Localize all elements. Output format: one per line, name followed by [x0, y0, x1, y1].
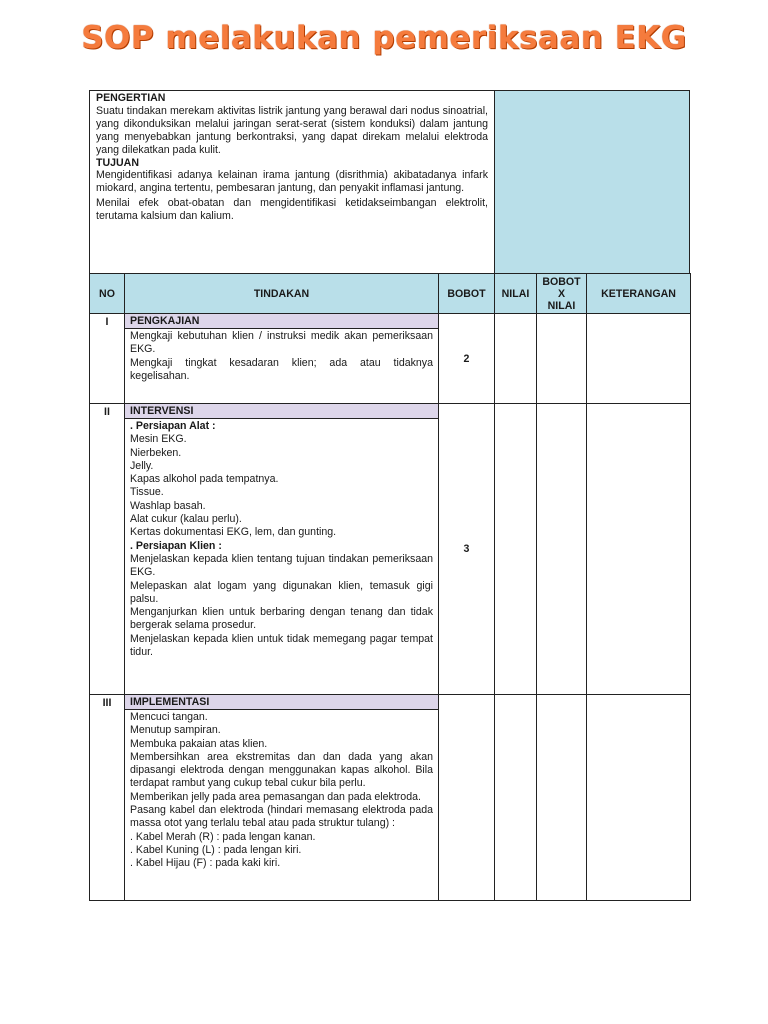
header-bxn-line: X — [557, 287, 566, 300]
list-item: Kapas alkohol pada tempatnya. — [130, 473, 279, 486]
tujuan-heading: TUJUAN — [96, 156, 139, 169]
row-nilai — [495, 695, 537, 901]
header-bxn-line: BOBOT — [542, 275, 581, 288]
section-body — [125, 419, 438, 659]
pengertian-text: Suatu tindakan merekam aktivitas listrik jantung yang berawal dari nodus sinoatrial, yang dikonduksikan melalui jaringan serat-serat (sistem konduksi) dalam jantung yang menyebabkan jantung berkontraksi, yang dapat direkam melalui elektroda yang dilekatkan pada kulit. — [96, 104, 488, 156]
table-row-intervensi — [90, 404, 691, 695]
row-bobot-x-nilai — [537, 404, 587, 695]
list-item: Mesin EKG. — [130, 433, 187, 446]
header-nilai: NILAI — [495, 274, 537, 314]
list-item: Menganjurkan klien untuk berbaring dengan tenang dan tidak bergerak selama prosedur. — [130, 606, 433, 632]
header-keterangan: KETERANGAN — [587, 274, 691, 314]
list-item: Mengkaji kebutuhan klien / instruksi medik akan pemeriksaan EKG. — [130, 330, 433, 356]
list-item: . Kabel Kuning (L) : pada lengan kiri. — [130, 843, 302, 856]
table-header-row — [90, 274, 691, 314]
list-item: Menjelaskan kepada klien untuk tidak memegang pagar tempat tidur. — [130, 632, 433, 659]
tujuan-item: Mengidentifikasi adanya kelainan irama jantung (disrithmia) akibatadanya infark miokard, angina tertentu, pembesaran jantung, dan penyakit inflamasi jantung. — [96, 169, 488, 195]
document-title: SOP melakukan pemeriksaan EKG — [81, 20, 687, 56]
row-nilai — [495, 404, 537, 695]
list-item: Pasang kabel dan elektroda (hindari memasang elektroda pada massa otot yang terlalu tebal atau pada struktur tulang) : — [130, 804, 433, 830]
row-nilai — [495, 314, 537, 404]
row-bobot — [439, 695, 495, 901]
table-row-pengkajian — [90, 314, 691, 404]
section-body — [125, 710, 438, 871]
section-body — [125, 329, 438, 383]
list-item: Menutup sampiran. — [130, 724, 221, 737]
section-heading: IMPLEMENTASI — [125, 695, 438, 710]
subsection-label: Persiapan Alat : — [135, 420, 216, 432]
list-item: Menjelaskan kepada klien tentang tujuan tindakan pemeriksaan EKG. — [130, 552, 433, 579]
pengertian-heading: PENGERTIAN — [96, 92, 166, 104]
list-item: Melepaskan alat logam yang digunakan klien, temasuk gigi palsu. — [130, 579, 433, 605]
list-item: Alat cukur (kalau perlu). — [130, 513, 242, 526]
section-heading: PENGKAJIAN — [125, 314, 438, 329]
header-bobot: BOBOT — [439, 274, 495, 314]
row-keterangan — [587, 404, 691, 695]
row-tindakan — [125, 695, 439, 901]
row-no: III — [90, 695, 125, 901]
header-no: NO — [90, 274, 125, 314]
list-item: Jelly. — [130, 459, 154, 472]
subsection-label: Persiapan Klien : — [135, 539, 222, 552]
table-row-implementasi — [90, 695, 691, 901]
intro-box — [89, 90, 690, 274]
list-item: Mengkaji tingkat kesadaran klien; ada atau tidaknya kegelisahan. — [130, 356, 433, 382]
section-heading: INTERVENSI — [125, 404, 438, 419]
list-item: Tissue. — [130, 486, 164, 499]
list-item: . Kabel Merah (R) : pada lengan kanan. — [130, 830, 316, 843]
row-bobot-x-nilai — [537, 695, 587, 901]
row-no: I — [90, 314, 125, 404]
row-keterangan — [587, 695, 691, 901]
list-item: Membuka pakaian atas klien. — [130, 737, 268, 750]
row-bobot: 2 — [439, 314, 495, 404]
row-bobot: 3 — [439, 404, 495, 695]
row-no: II — [90, 404, 125, 695]
header-bobot-x-nilai — [537, 274, 587, 314]
row-keterangan — [587, 314, 691, 404]
subsection-heading: . Persiapan Alat : — [130, 420, 216, 432]
header-bxn-line: NILAI — [547, 299, 576, 312]
row-tindakan — [125, 314, 439, 404]
intro-text-panel — [90, 91, 495, 273]
list-item: Memberikan jelly pada area pemasangan dan pada elektroda. — [130, 790, 421, 803]
list-item: Washlap basah. — [130, 499, 206, 512]
row-bobot-x-nilai — [537, 314, 587, 404]
row-tindakan — [125, 404, 439, 695]
list-item: Kertas dokumentasi EKG, lem, dan gunting. — [130, 526, 337, 539]
tujuan-item: Menilai efek obat-obatan dan mengidentifikasi ketidakseimbangan elektrolit, terutama kalsium dan kalium. — [96, 197, 488, 223]
header-tindakan: TINDAKAN — [125, 274, 439, 314]
sop-table — [89, 273, 691, 901]
list-item: Membersihkan area ekstremitas dan dan dada yang akan dipasangi elektroda dengan menggunakan kapas alkohol. Bila terdapat rambut yang cukup tebal cukur bila perlu. — [130, 750, 433, 790]
list-item: Mencuci tangan. — [130, 711, 208, 723]
subsection-heading: . Persiapan Klien : — [130, 539, 222, 552]
list-item: Nierbeken. — [130, 446, 182, 459]
intro-blank-panel — [495, 91, 689, 273]
list-item: . Kabel Hijau (F) : pada kaki kiri. — [130, 857, 281, 870]
